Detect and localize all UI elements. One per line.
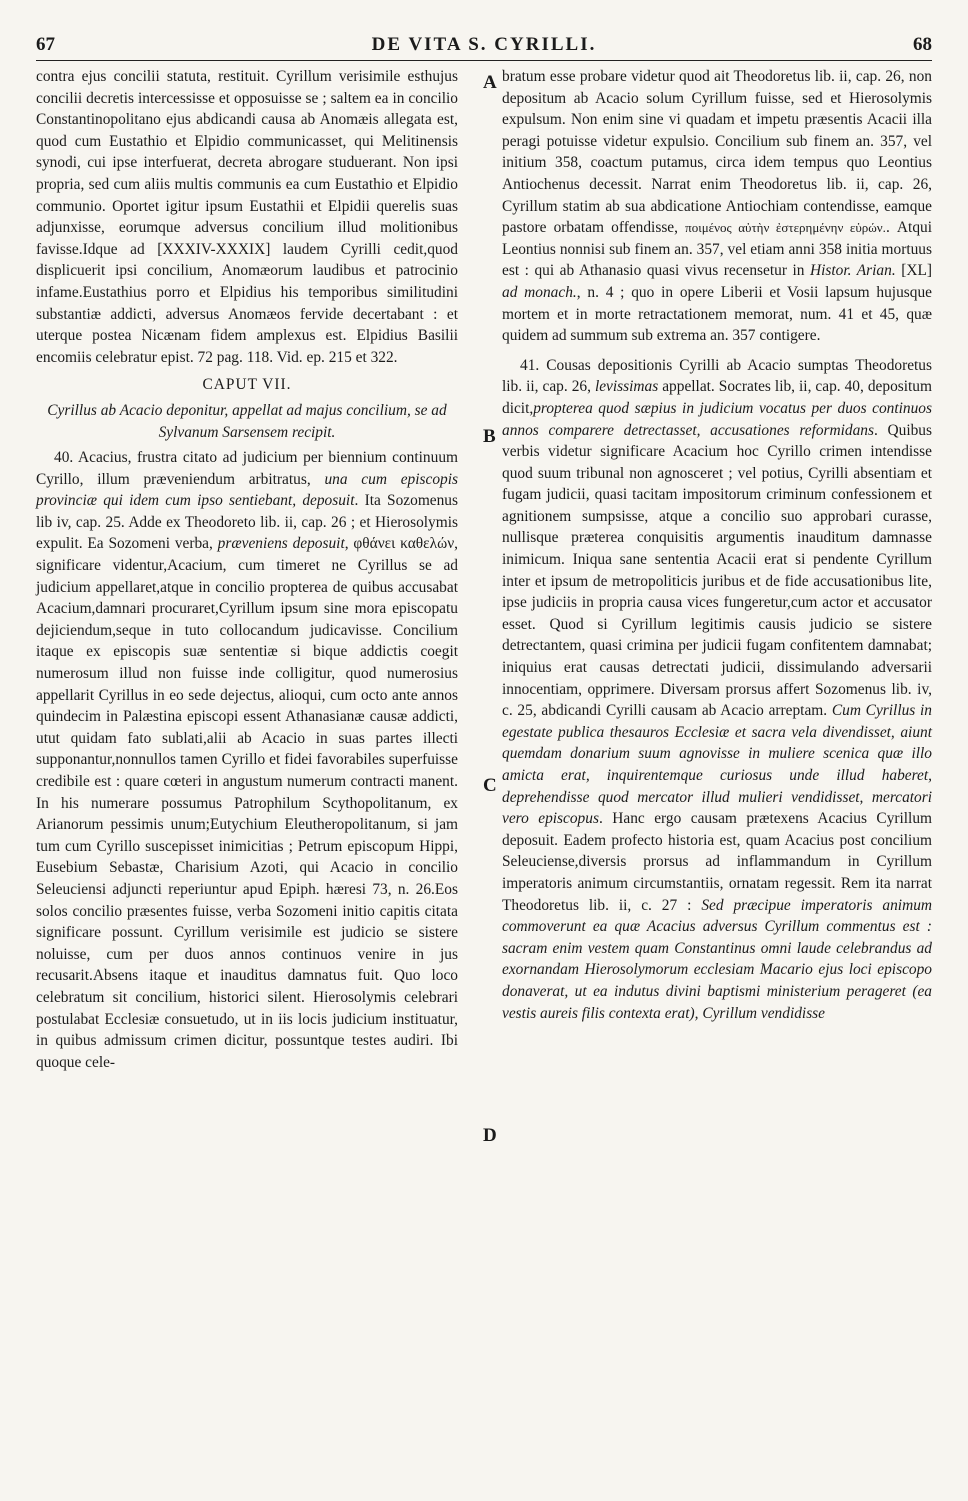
page-number-right: 68 <box>913 34 932 55</box>
greek-quote: ποιμένος αὐτὴν ἐστερημένην εὑρών. <box>685 220 886 236</box>
chapter-heading: CAPUT VII. <box>202 376 292 394</box>
text-run: . Quibus verbis videtur significare Acacium hoc Cyrillo crimen intendisse quod suum tribunal non agnosceret ; vel potius, Cyrilli absentiam et fugam judicii, quasi tacitam impositorum criminum confessionem et agnitionem sumpsisse, atque a concilio suo approbari curasse, nullisque præterea conquisitis argumentis inauditum damnasse inimicum. Iniqua sane sententia Acacii erat si pendente Cyrillum inter et ipsum de metropoliticis juribus et de fide accusationibus lite, ipse judiciis in propria causa vices fungeretur,cum actor et accusator esset. Quod si Cyrillum legitimis causis judicio se sistere detrectantem, quasi crimina per judicii fugam confitentem damnabat; iniquius erat causas detrectati judicii, dissimulando adversarii innocentiam, opprimere. Diversam prorsus affert Sozomenus lib. iv, c. 25, abdicandi Cyrilli causam ab Acacio arreptam. <box>502 421 932 720</box>
text-run: , n. 4 ; quo in opere Liberii et Vosii lapsum hujusque mortem et in morte retractationem memorat, num. 41 et 45, quæ quidem ad summum sub extrema an. 357 contigere. <box>502 283 932 345</box>
page-number-left: 67 <box>36 34 55 55</box>
running-header <box>36 30 932 61</box>
margin-marker-b: B <box>483 426 496 447</box>
right-column <box>502 66 932 1024</box>
paragraph-continuation: contra ejus concilii statuta, restituit. Cyrillum verisimile esthujus concilii decretis intercessisse et opposuisse se ; saltem ea in concilio Constantinopolitano ejus abdicandi causa ab Anomæis allegata est, quod cum Eustathio et Elpidio communicasset, qui Melitinensis synodi, cui ipse interfuerat, decreta abrogare studuerant. Non ipsi propria, sed cum aliis multis communis ea cum Eustathio et Elpidio communio. Oportet igitur ipsum Eustathii et Elpidii querelis suas adjunxisse, eorumque adversus concilium illud molitionibus favisse.Idque ad [XXXIV-XXXIX] laudem Cyrilli cedit,quod displicuerit ipsi concilium, Anomæorum laudibus et patrocinio infame.Eustathius porro et Elpidius his temporibus similitudini substantiæ addicti, adversus Anomæos fervide decertabant : et uterque postea Nicænam fidem amplexus est. Elpidius Basilii encomiis celebratur epist. 72 pag. 118. Vid. ep. 215 et 322. <box>36 68 458 366</box>
running-title: DE VITA S. CYRILLI. <box>371 34 597 55</box>
italic-title: Histor. Arian. <box>810 262 896 280</box>
text-run: . Atqui Leontius nonnisi sub finem an. 357, vel etiam anni 358 initia mortuus est : qui ab Athanasio quasi vivus recensetur in <box>502 219 932 280</box>
text-run: 41. Cousas depositionis Cyrilli ab Acacio sumptas Theodoretus lib. ii, cap. 26, <box>502 356 932 396</box>
italic-quote: præveniens deposuit <box>217 535 345 553</box>
text-run: . Ita Sozomenus lib iv, cap. 25. Adde ex Theodoreto lib. ii, cap. 26 ; et Hierosolymis expulit. Ea Sozomeni verba, <box>36 492 458 553</box>
text-run: . Hanc ergo causam prætexens Acacius Cyrillum deposuit. Eadem profecto historia est, quam Acacius post concilium Seleuciense,diversis prorsus ad inflammandum in Cyrillum imperatoris animum circumstantiis, ornatam regessit. Rem ita narrat Theodoretus lib. ii, c. 27 : <box>502 810 933 914</box>
left-column <box>36 66 458 1073</box>
margin-marker-a: A <box>483 72 497 93</box>
italic-quote: una cum episcopis provinciæ qui idem cum ipso sentiebant, deposuit <box>36 470 458 510</box>
text-run: appellat. Socrates lib, ii, cap. 40, depositum dicit, <box>502 378 932 417</box>
italic-quote: levissimas <box>594 378 659 396</box>
italic-quote: Cum Cyrillus in egestate publica thesauros Ecclesiæ et sacra vela divendisset, aiunt quemdam donarium suum agnovisse in muliere scenica quæ illo amicta erat, inquirentemque curiosus unde illud haberet, deprehendisse quod mercator illud mulieri vendidisset, mercatori vero episcopus <box>502 702 933 828</box>
paragraph-gap <box>502 347 932 355</box>
margin-marker-d: D <box>483 1125 497 1146</box>
text-run: 40. Acacius, frustra citato ad judicium per biennium continuum Cyrillo, illum præveniendum arbitratus, <box>36 449 458 488</box>
chapter-summary: Cyrillus ab Acacio deponitur, appellat ad majus concilium, se ad Sylvanum Sarsensem recipit. <box>47 401 447 441</box>
italic-title: ad monach. <box>502 283 577 301</box>
text-run: , φθάνει καθελών, significare videntur,Acacium, cum timeret ne Cyrillus se ad judicium appellaret,atque in concilio propterea de quibus accusabat Acacium,damnari procuraret,Cyrillum ipsum sine mora episcopatu dejiciendum,seque in tuto collocandum judicavisse. Concilium itaque ex episcopis suæ sententiæ si bique addictis coegit numerosum illud non fuisse inde colligitur, quod numerosius appellarit Cyrillus in eo sede dejectus, alioqui, cum octo ante annos quindecim in Palæstina episcopi essent Athanasianæ causæ addicti, utut quidam fato sublati,alii ab Acacio in suas partes illecti supponantur,nonnullos tamen Cyrillo et fidei favorabiles superfuisse credibile est : quare cœteri in angustum numerum contracti manent. In his numerare possumus Patrophilum Scythopolitanum, ex Arianorum pessimis unum;Eutychium Eleutheropolitanum, si jam tum cum Cyrillo suscepisset inimicitias ; Petrum episcopum Hippi, Eusebium Sebastæ, Charisium Azoti, qui Acacio in concilio Seleuciensi adjuncti reperiuntur apud Epiph. hæresi 73, n. 26.Eos solos concilio præsentes fuisse, verba Sozomeni initio capitis citata significare possunt. Cyrillum verisimile est judicio se sistere noluisse, cum per duos annos continuos venire in jus recusarit.Absens itaque et inauditus damnatus fuit. Quo loco celebratum sit concilium, historici silent. Hierosolymis celebrari postulabat Ecclesiæ consuetudo, ut in iis locis judicium instituatur, in quibus admissum crimen dicitur, possuntque testes audiri. Ibi quoque cele- <box>36 535 459 1071</box>
italic-quote: propterea quod sæpius in judicium vocatus per duos continuos annos comparere detrectasset, accusationes reformidans <box>502 399 932 439</box>
margin-marker-c: C <box>483 775 497 796</box>
paragraph-41 <box>502 355 932 1024</box>
paragraph-continuation <box>502 66 932 347</box>
paragraph-40 <box>36 447 458 1073</box>
text-run: [XL] <box>895 262 932 280</box>
text-run: bratum esse probare videtur quod ait Theodoretus lib. ii, cap. 26, non depositum ab Acacio solum Cyrillum fuisse, sed et Hierosolymis expulsum. Non enim sine vi quadam et impetu præsentis Acacii illa peragi potuisse videtur expulsio. Concilium sub finem an. 357, vel initium 358, coactum putamus, circa idem tempus quo Leontius Antiochenus decessit. Narrat enim Theodoretus lib. ii, cap. 26, Cyrillum statim ab sua abdicatione Antiochiam contendisse, eamque pastore orbatam offendisse, <box>502 68 932 237</box>
italic-quote: Sed præcipue imperatoris animum commoverunt ea quæ Acacius adversus Cyrillum commentus est : sacram enim vestem quam Constantinus omni laude celebrandus ad exornandam Hierosolymorum ecclesiam Macario ejus loci episcopo donaverat, ut ea indutus divini baptismi ministerium perageret (ea vestis aureis filis contexta erat), Cyrillum vendidisse <box>502 896 932 1022</box>
